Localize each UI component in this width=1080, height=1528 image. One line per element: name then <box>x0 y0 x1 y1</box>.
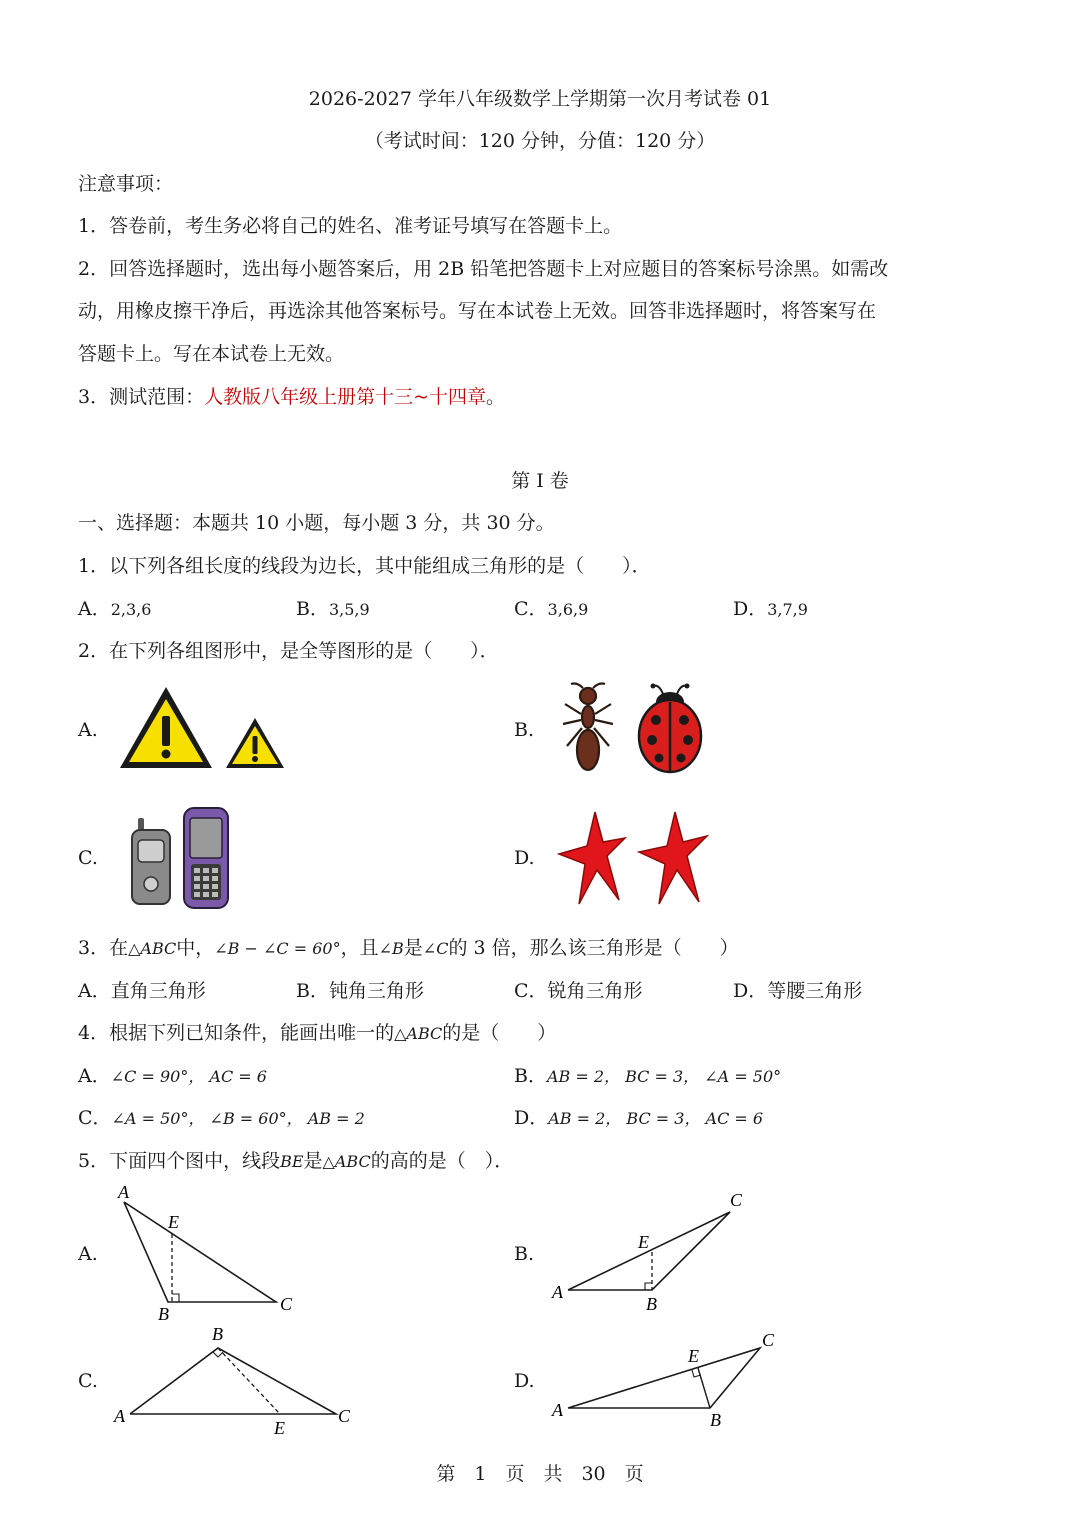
q1-option-c: C．3,6,9 <box>514 598 589 620</box>
ladybug-icon <box>639 684 701 773</box>
notice-item-2-line-3: 答题卡上。写在本试卷上无效。 <box>78 343 345 365</box>
q5-stem: 5．下面四个图中，线段BE是△ABC的高的是（ ）． <box>78 1150 514 1172</box>
q3-option-d: D．等腰三角形 <box>733 980 863 1002</box>
q4-stem: 4．根据下列已知条件，能画出唯一的△ABC的是（ ） <box>78 1022 557 1044</box>
notice-item-3-suffix: 。 <box>486 386 506 408</box>
q5c-point-c: C <box>338 1406 351 1426</box>
q5b-point-a: A <box>552 1282 563 1302</box>
q3-option-b: B．钝角三角形 <box>296 980 424 1002</box>
q5b-point-b: B <box>646 1294 657 1314</box>
q3-option-c: C．锐角三角形 <box>514 980 643 1002</box>
q5a-point-c: C <box>280 1294 293 1314</box>
notice-item-3-prefix: 3．测试范围： <box>78 386 205 408</box>
notice-item-2-line-2: 动，用橡皮擦干净后，再选涂其他答案标号。写在本试卷上无效。回答非选择题时，将答案写在 <box>78 300 877 322</box>
q1-option-a: A．2,3,6 <box>78 598 152 620</box>
notice-item-2-line-1: 2．回答选择题时，选出每小题答案后，用 2B 铅笔把答题卡上对应题目的答案标号涂黑。如需改 <box>78 258 889 280</box>
warning-signs-figure <box>118 684 288 774</box>
purple-phone-icon <box>184 808 228 908</box>
q2-label-b: B. <box>514 719 535 741</box>
q5-label-d: D. <box>514 1370 535 1392</box>
q3-stem: 3．在△ABC中，∠B − ∠C = 60°，且∠B是∠C的 3 倍，那么该三角形是（ ） <box>78 937 739 959</box>
q5-figure-b <box>548 1186 758 1316</box>
starfish-left-icon <box>559 812 625 904</box>
q5d-point-b: B <box>710 1410 721 1430</box>
q4-option-c: C．∠A = 50°， ∠B = 60°， AB = 2 <box>78 1107 365 1129</box>
section-heading: 一、选择题：本题共 10 小题，每小题 3 分，共 30 分。 <box>78 512 555 534</box>
q4-option-a: A．∠C = 90°， AC = 6 <box>78 1065 267 1087</box>
q4-triangle: △ABC <box>394 1024 443 1043</box>
q5a-point-b: B <box>158 1304 169 1324</box>
starfish-figure <box>553 808 718 908</box>
ant-ladybug-figure <box>555 680 715 778</box>
q2-label-a: A. <box>78 719 98 741</box>
small-warning-sign-icon <box>226 718 284 768</box>
phones-figure <box>128 804 238 912</box>
q1-option-d: D．3,7,9 <box>733 598 808 620</box>
q4-option-d: D．AB = 2， BC = 3， AC = 6 <box>514 1107 764 1129</box>
q5-label-c: C. <box>78 1370 98 1392</box>
q1-option-b: B．3,5,9 <box>296 598 370 620</box>
volume-heading: 第 I 卷 <box>511 470 569 492</box>
q5c-point-e: E <box>274 1418 285 1438</box>
q5-figure-d <box>548 1326 788 1436</box>
notice-item-3 <box>78 385 505 409</box>
q5d-point-a: A <box>552 1400 563 1420</box>
starfish-right-icon <box>639 812 707 904</box>
q5a-point-a: A <box>118 1182 129 1202</box>
q5-label-b: B. <box>514 1243 535 1265</box>
q2-label-c: C. <box>78 847 98 869</box>
q5-figure-c <box>110 1322 360 1442</box>
q3-equation: ∠B − ∠C = 60° <box>214 939 341 958</box>
flip-phone-icon <box>132 818 170 904</box>
q5b-point-e: E <box>638 1232 649 1252</box>
q5d-point-e: E <box>688 1346 699 1366</box>
q1-stem: 1．以下列各组长度的线段为边长，其中能组成三角形的是（ ）． <box>78 555 651 577</box>
notice-heading: 注意事项： <box>78 173 174 195</box>
large-warning-sign-icon <box>120 687 212 768</box>
q5-label-a: A. <box>78 1243 98 1265</box>
q5a-point-e: E <box>168 1212 179 1232</box>
page-footer: 第 1 页 共 30 页 <box>436 1463 644 1485</box>
q5b-point-c: C <box>730 1190 743 1210</box>
q3-option-a: A．直角三角形 <box>78 980 206 1002</box>
q2-label-d: D. <box>514 847 535 869</box>
q5-figure-a <box>110 1180 310 1325</box>
q5c-point-b: B <box>212 1324 223 1344</box>
test-range: 人教版八年级上册第十三~十四章 <box>204 386 487 408</box>
q3-triangle: △ABC <box>128 939 177 958</box>
q5c-point-a: A <box>114 1406 125 1426</box>
exam-subtitle: （考试时间：120 分钟，分值：120 分） <box>364 130 716 152</box>
notice-item-1: 1．答卷前，考生务必将自己的姓名、准考证号填写在答题卡上。 <box>78 215 623 237</box>
ant-icon <box>563 684 613 771</box>
exam-title: 2026-2027 学年八年级数学上学期第一次月考试卷 01 <box>308 88 772 110</box>
q5d-point-c: C <box>762 1330 775 1350</box>
q4-option-b: B．AB = 2， BC = 3， ∠A = 50° <box>514 1065 782 1087</box>
q2-stem: 2．在下列各组图形中，是全等图形的是（ ）． <box>78 640 499 662</box>
